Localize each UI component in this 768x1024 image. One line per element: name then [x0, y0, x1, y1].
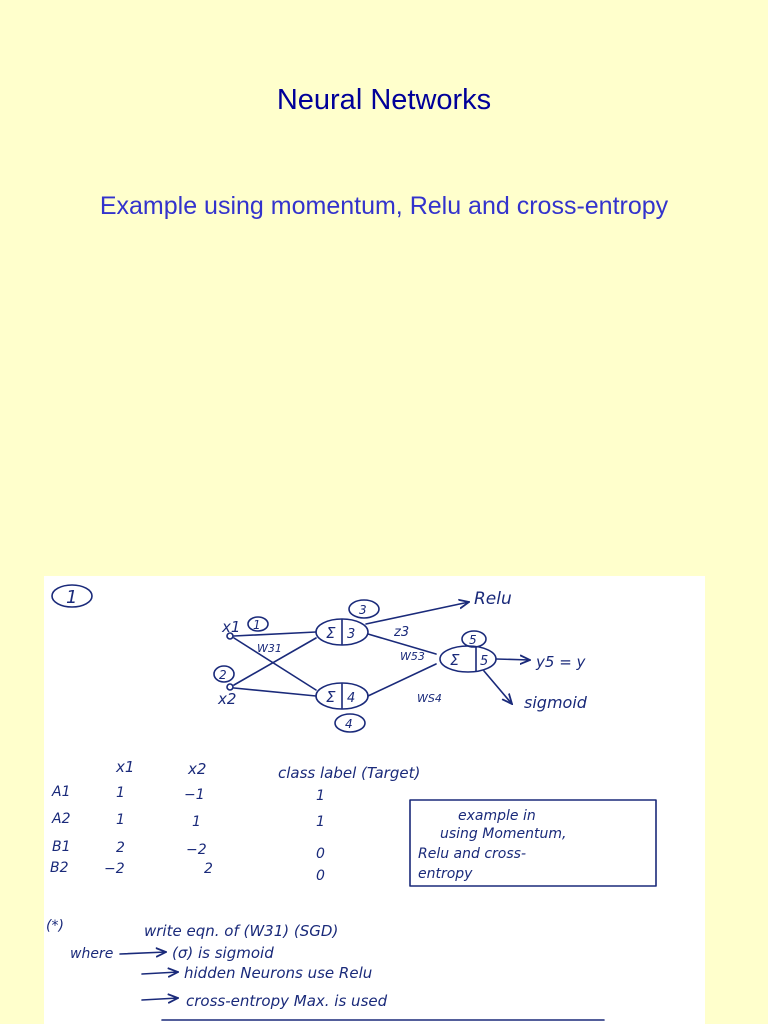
svg-text:cross-entropy Max. is used: cross-entropy Max. is used — [186, 992, 388, 1010]
svg-text:4: 4 — [345, 717, 353, 731]
svg-text:−2: −2 — [186, 842, 207, 858]
svg-text:where: where — [70, 946, 114, 962]
svg-text:example in: example in — [458, 808, 536, 824]
svg-text:A1: A1 — [52, 784, 71, 800]
svg-text:2: 2 — [204, 861, 213, 877]
handwritten-notes — [44, 576, 705, 1024]
data-table — [50, 758, 420, 884]
network-diagram — [214, 589, 588, 732]
input-x2-label: x2 — [218, 690, 237, 708]
svg-text:1: 1 — [316, 788, 325, 804]
input-x1-label: x1 — [222, 618, 241, 636]
slide-title: Neural Networks — [276, 84, 492, 116]
table-header-x2: x2 — [188, 760, 207, 778]
svg-text:2: 2 — [116, 840, 125, 856]
svg-text:(*): (*) — [46, 918, 64, 934]
table-header-label: class label (Target) — [278, 764, 421, 782]
svg-text:B2: B2 — [50, 860, 69, 876]
weight-w53-label: W53 — [400, 650, 425, 663]
table-header-x1: x1 — [116, 758, 135, 776]
svg-text:0: 0 — [316, 868, 325, 884]
svg-text:Σ: Σ — [450, 651, 460, 669]
svg-text:A2: A2 — [52, 811, 71, 827]
svg-text:write eqn. of (W31) (SGD): write eqn. of (W31) (SGD) — [144, 922, 339, 940]
hidden-3-output-z3: z3 — [394, 625, 410, 640]
svg-text:entropy: entropy — [418, 866, 473, 882]
svg-text:(σ) is sigmoid: (σ) is sigmoid — [172, 944, 274, 962]
svg-text:3: 3 — [359, 603, 367, 617]
svg-text:1: 1 — [192, 814, 201, 830]
svg-text:Σ: Σ — [326, 624, 336, 642]
relu-activation-label: Relu — [474, 589, 512, 609]
svg-text:1: 1 — [253, 618, 261, 632]
boxed-note — [410, 800, 656, 886]
slide-subtitle: Example using momentum, Relu and cross-entropy — [99, 192, 669, 220]
svg-text:−2: −2 — [104, 861, 125, 877]
svg-text:1: 1 — [116, 785, 125, 801]
svg-text:5: 5 — [480, 654, 489, 669]
svg-text:1: 1 — [316, 814, 325, 830]
table-row — [51, 784, 325, 804]
svg-text:B1: B1 — [52, 839, 71, 855]
svg-text:Relu and cross-: Relu and cross- — [418, 846, 527, 862]
svg-text:4: 4 — [347, 691, 356, 706]
problem-number — [52, 585, 92, 608]
table-row — [51, 811, 325, 830]
svg-text:1: 1 — [66, 587, 78, 608]
table-row — [50, 860, 325, 884]
notes-drawing — [44, 576, 705, 1024]
svg-text:5: 5 — [469, 633, 477, 647]
svg-text:1: 1 — [116, 812, 125, 828]
svg-text:0: 0 — [316, 846, 325, 862]
task-description — [46, 918, 604, 1020]
svg-text:3: 3 — [347, 627, 356, 642]
svg-text:−1: −1 — [184, 787, 205, 803]
svg-text:using Momentum,: using Momentum, — [440, 826, 567, 842]
svg-text:hidden Neurons use Relu: hidden Neurons use Relu — [184, 964, 373, 982]
output-equation: y5 = y — [536, 653, 586, 671]
weight-w54-label: WS4 — [417, 692, 442, 705]
sigmoid-activation-label: sigmoid — [524, 693, 587, 712]
svg-text:2: 2 — [219, 668, 227, 682]
weight-w31-label: W31 — [257, 642, 282, 655]
table-row — [52, 839, 325, 862]
svg-text:Σ: Σ — [326, 688, 336, 706]
